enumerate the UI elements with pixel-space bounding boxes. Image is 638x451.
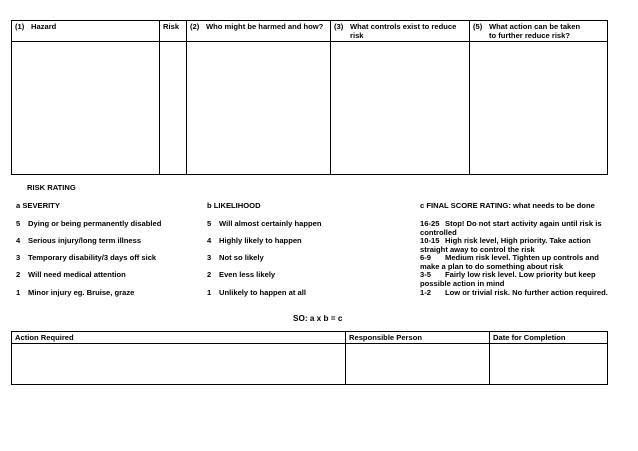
risk-cell[interactable] [160, 42, 187, 175]
further-action-column-header [470, 21, 608, 42]
column-number: (5) [473, 22, 483, 31]
likelihood-heading: b LIKELIHOOD [207, 201, 261, 210]
who-harmed-cell[interactable] [187, 42, 331, 175]
severity-heading: a SEVERITY [16, 201, 60, 210]
hazard-cell[interactable] [12, 42, 160, 175]
final-score-heading: c FINAL SCORE RATING: what needs to be done [420, 201, 595, 210]
controls-column-header [331, 21, 470, 42]
column-number: (3) [334, 22, 344, 31]
risk-rating-title: RISK RATING [27, 183, 76, 192]
column-label: What action can be taken to further reduce risk? [489, 22, 581, 40]
who-harmed-column-header [187, 21, 331, 42]
final-score-item: 16-25 Stop! Do not start activity again until risk is controlled [420, 219, 602, 237]
severity-item: 2 Will need medical attention [16, 270, 126, 279]
hazard-table-row [12, 42, 608, 175]
score-formula: SO: a x b = c [293, 314, 343, 323]
final-score-item: 1-2 Low or trivial risk. No further action required. [420, 288, 608, 297]
responsible-person-header: Responsible Person [346, 332, 490, 344]
date-for-completion-header: Date for Completion [490, 332, 608, 344]
severity-item: 5 Dying or being permanently disabled [16, 219, 162, 228]
likelihood-item: 3 Not so likely [207, 253, 264, 262]
action-table-header [12, 332, 608, 344]
severity-item: 3 Temporary disability/3 days off sick [16, 253, 157, 262]
action-required-cell[interactable] [12, 344, 346, 385]
action-table-row [12, 344, 608, 385]
further-action-cell[interactable] [470, 42, 608, 175]
responsible-person-cell[interactable] [346, 344, 490, 385]
severity-item: 4 Serious injury/long term illness [16, 236, 142, 245]
action-table [11, 331, 608, 385]
date-for-completion-cell[interactable] [490, 344, 608, 385]
final-score-item: 6-9 Medium risk level. Tighten up controls and make a plan to do something about risk [420, 253, 599, 271]
column-label: Risk [163, 22, 180, 31]
column-label: Who might be harmed and how? [206, 22, 324, 31]
final-score-item: 10-15 High risk level, High priority. Take action straight away to control the risk [420, 236, 591, 254]
hazard-table-header [12, 21, 608, 42]
controls-cell[interactable] [331, 42, 470, 175]
column-number: (1) [15, 22, 25, 31]
severity-item: 1 Minor injury eg. Bruise, graze [16, 288, 135, 297]
action-required-header: Action Required [12, 332, 346, 344]
likelihood-item: 4 Highly likely to happen [207, 236, 302, 245]
hazard-column-header [12, 21, 160, 42]
hazard-table [11, 20, 608, 175]
likelihood-item: 2 Even less likely [207, 270, 276, 279]
column-number: (2) [190, 22, 200, 31]
likelihood-item: 1 Unlikely to happen at all [207, 288, 306, 297]
likelihood-item: 5 Will almost certainly happen [207, 219, 322, 228]
risk-column-header [160, 21, 187, 42]
column-label: Hazard [31, 22, 57, 31]
final-score-item: 3-5 Fairly low risk level. Low priority but keep possible action in mind [420, 270, 596, 288]
column-label: What controls exist to reduce risk [350, 22, 457, 40]
